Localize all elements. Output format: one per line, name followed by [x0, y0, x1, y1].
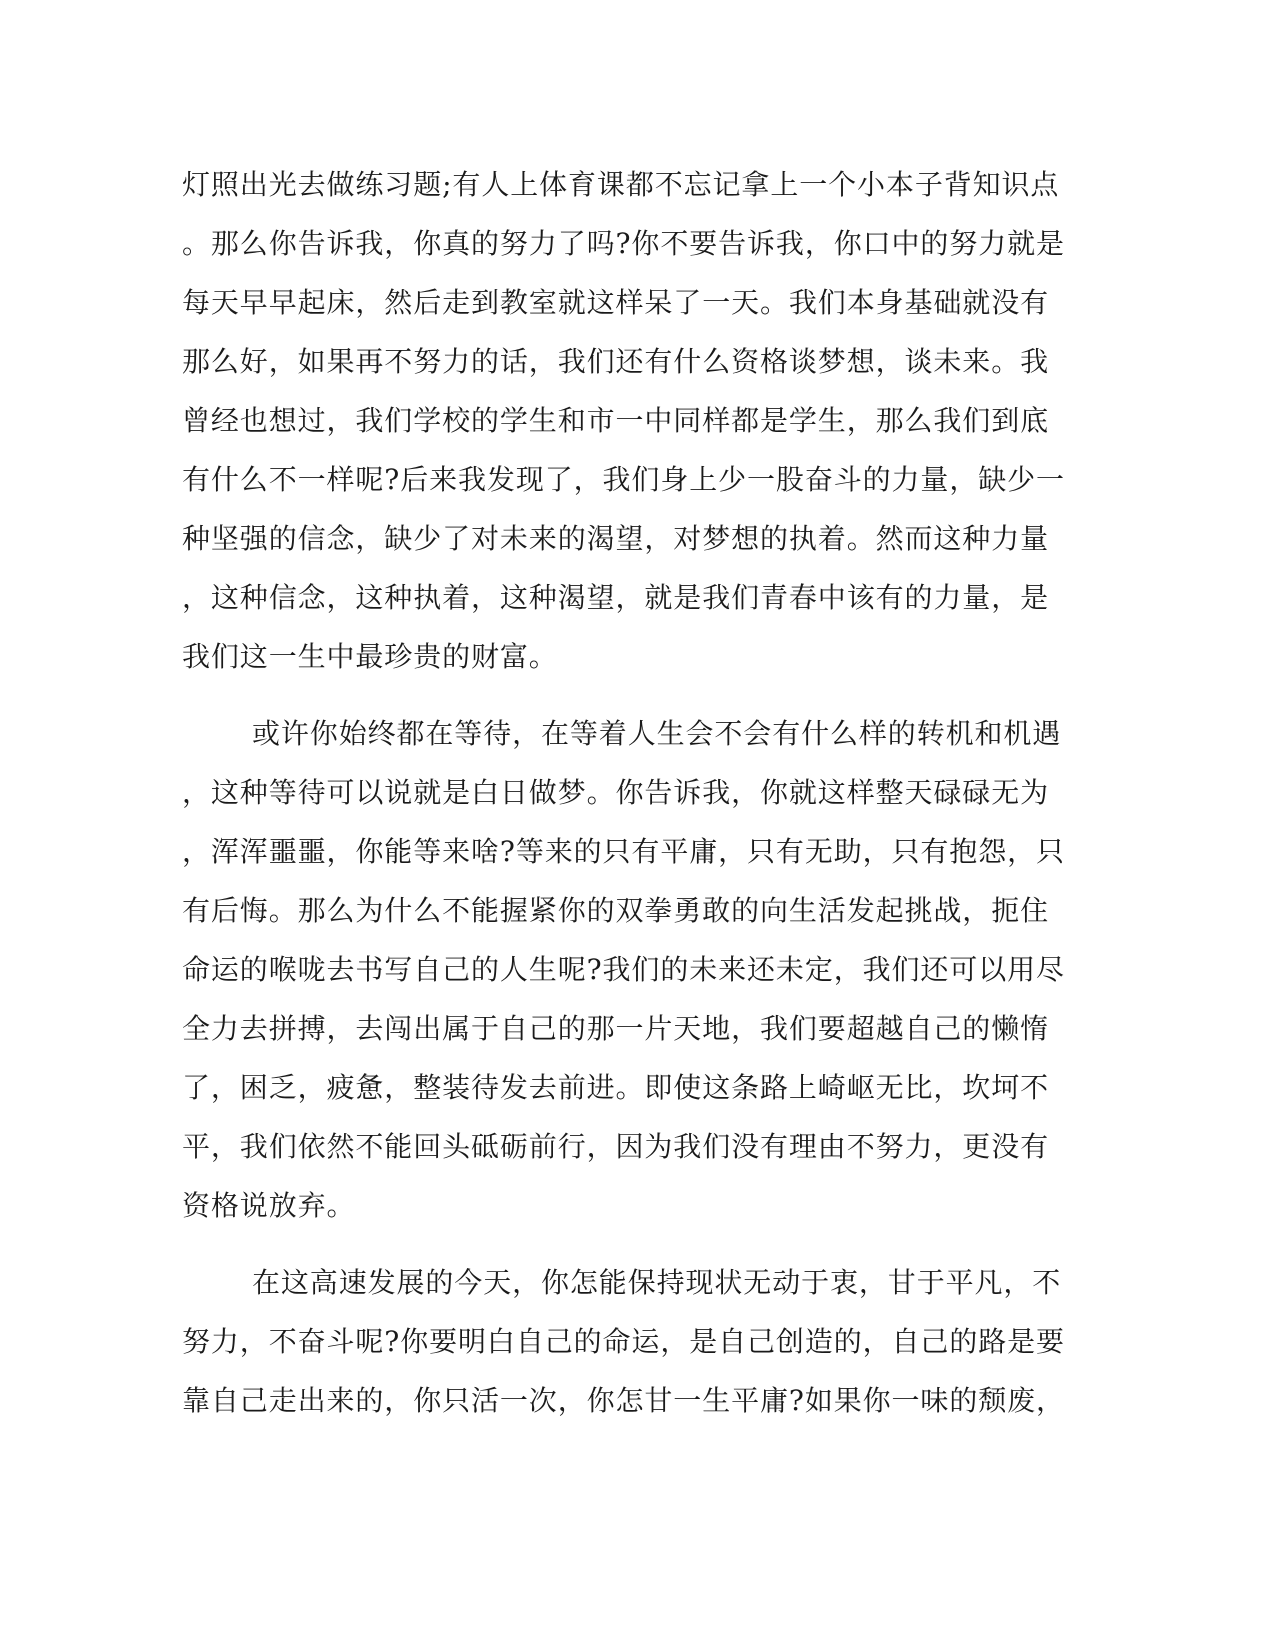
text-line: 命运的喉咙去书写自己的人生呢?我们的未来还未定，我们还可以用尽	[182, 953, 1065, 986]
text-line: ，浑浑噩噩，你能等来啥?等来的只有平庸，只有无助，只有抱怨，只	[182, 835, 1065, 868]
text-line: 我们这一生中最珍贵的财富。	[182, 640, 558, 673]
text-line: ，这种信念，这种执着，这种渴望，就是我们青春中该有的力量，是	[182, 581, 1050, 614]
text-line: 靠自己走出来的，你只活一次，你怎甘一生平庸?如果你一味的颓废，	[182, 1384, 1065, 1417]
text-line: 资格说放弃。	[182, 1189, 356, 1222]
text-line: ，这种等待可以说就是白日做梦。你告诉我，你就这样整天碌碌无为	[182, 776, 1050, 809]
text-line: 。那么你告诉我，你真的努力了吗?你不要告诉我，你口中的努力就是	[182, 227, 1065, 260]
text-line: 每天早早起床，然后走到教室就这样呆了一天。我们本身基础就没有	[182, 286, 1050, 319]
text-line: 了，困乏，疲惫，整装待发去前进。即使这条路上崎岖无比，坎坷不	[182, 1071, 1050, 1104]
text-line-indented: 或许你始终都在等待，在等着人生会不会有什么样的转机和机遇	[252, 717, 1062, 750]
text-line: 那么好，如果再不努力的话，我们还有什么资格谈梦想，谈未来。我	[182, 345, 1050, 378]
text-line: 全力去拼搏，去闯出属于自己的那一片天地，我们要超越自己的懒惰	[182, 1012, 1050, 1045]
text-line: 平，我们依然不能回头砥砺前行，因为我们没有理由不努力，更没有	[182, 1130, 1050, 1163]
paragraph-spacing	[182, 1235, 1062, 1253]
text-line: 有后悔。那么为什么不能握紧你的双拳勇敢的向生活发起挑战，扼住	[182, 894, 1050, 927]
text-line: 有什么不一样呢?后来我发现了，我们身上少一股奋斗的力量，缺少一	[182, 463, 1065, 496]
body-text	[182, 155, 1065, 1430]
text-line: 曾经也想过，我们学校的学生和市一中同样都是学生，那么我们到底	[182, 404, 1050, 437]
paragraph-spacing	[182, 686, 1062, 704]
paragraph-1	[182, 155, 1065, 686]
text-line-indented: 在这高速发展的今天，你怎能保持现状无动于衷，甘于平凡，不	[252, 1266, 1062, 1299]
text-line: 努力，不奋斗呢?你要明白自己的命运，是自己创造的，自己的路是要	[182, 1325, 1065, 1358]
text-line: 灯照出光去做练习题;有人上体育课都不忘记拿上一个小本子背知识点	[182, 168, 1060, 201]
text-line: 种坚强的信念，缺少了对未来的渴望，对梦想的执着。然而这种力量	[182, 522, 1050, 555]
paragraph-3	[182, 1253, 1065, 1430]
paragraph-2	[182, 704, 1065, 1235]
